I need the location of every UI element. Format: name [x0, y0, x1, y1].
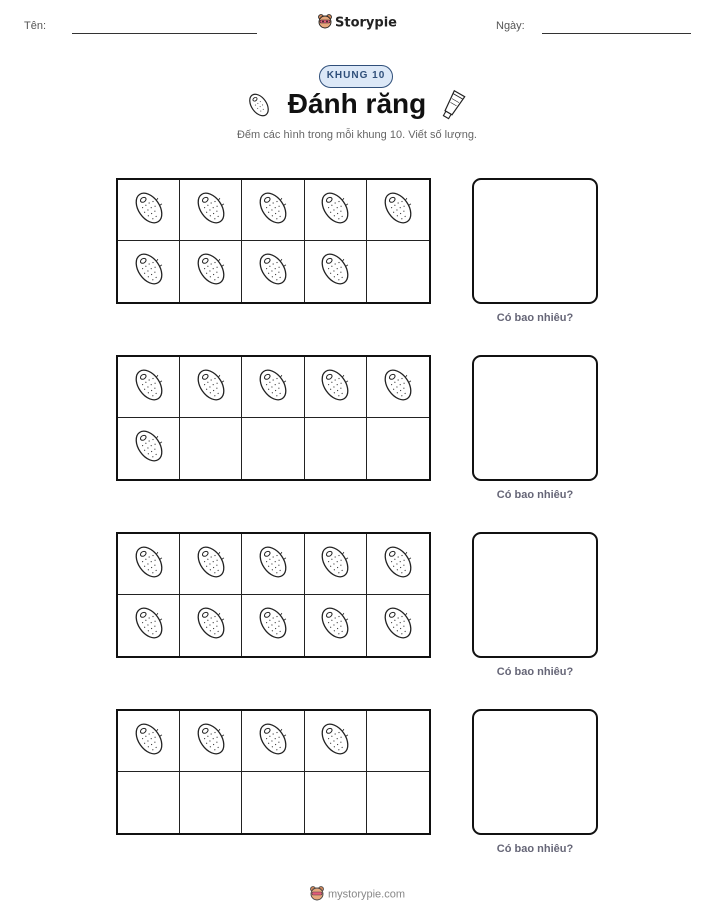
ten-frame-cell — [305, 772, 367, 833]
ten-frame-cell — [180, 357, 242, 418]
ten-frame-cell — [242, 357, 304, 418]
ten-frame-cell — [305, 711, 367, 772]
ten-frame-cell — [305, 418, 367, 479]
toothbrush-head-icon — [192, 540, 230, 589]
ten-frame — [116, 355, 431, 481]
toothbrush-head-icon — [192, 247, 230, 296]
name-label: Tên: — [24, 20, 47, 32]
toothbrush-head-icon — [316, 717, 354, 766]
toothbrush-head-icon — [254, 601, 292, 650]
date-line[interactable] — [542, 33, 691, 34]
toothbrush-head-icon — [192, 717, 230, 766]
instructions: Đếm các hình trong mỗi khung 10. Viết số lượng. — [236, 129, 477, 141]
toothbrush-head-icon — [192, 601, 230, 650]
ten-frame-cell — [305, 534, 367, 595]
ten-frame-cell — [180, 180, 242, 241]
ten-frame-cell — [367, 180, 429, 241]
toothbrush-head-icon — [316, 601, 354, 650]
ten-frame-cell — [118, 241, 180, 302]
answer-box[interactable] — [472, 178, 598, 304]
ten-frame-cell — [305, 595, 367, 656]
frame-type-badge: KHUNG 10 — [319, 65, 393, 88]
toothbrush-head-icon — [316, 247, 354, 296]
count-question: Có bao nhiêu? — [496, 489, 574, 501]
ten-frame-cell — [118, 711, 180, 772]
toothpaste-icon — [438, 88, 468, 127]
name-line[interactable] — [72, 33, 257, 34]
ten-frame-cell — [180, 595, 242, 656]
toothbrush-head-icon — [379, 186, 417, 235]
count-question: Có bao nhiêu? — [496, 666, 574, 678]
ten-frame-cell — [180, 711, 242, 772]
count-question: Có bao nhiêu? — [496, 843, 574, 855]
toothbrush-head-icon — [130, 717, 168, 766]
ten-frame-cell — [242, 418, 304, 479]
ten-frame-cell — [118, 534, 180, 595]
storypie-mascot-icon — [309, 885, 325, 904]
ten-frame-cell — [305, 180, 367, 241]
ten-frame-cell — [367, 241, 429, 302]
brand-logo — [0, 13, 714, 33]
toothbrush-head-icon — [192, 186, 230, 235]
ten-frame-cell — [242, 772, 304, 833]
ten-frame-cell — [367, 357, 429, 418]
toothbrush-head-icon — [192, 363, 230, 412]
toothbrush-head-icon — [254, 540, 292, 589]
ten-frame — [116, 532, 431, 658]
storypie-mascot-icon — [317, 13, 333, 33]
answer-box[interactable] — [472, 355, 598, 481]
toothbrush-head-icon — [254, 363, 292, 412]
ten-frame-cell — [305, 357, 367, 418]
toothbrush-head-icon — [254, 717, 292, 766]
ten-frame-cell — [118, 772, 180, 833]
count-question: Có bao nhiêu? — [496, 312, 574, 324]
brand-name: Storypie — [335, 15, 397, 31]
toothbrush-head-icon — [130, 363, 168, 412]
ten-frame-cell — [305, 241, 367, 302]
toothbrush-head-icon — [379, 363, 417, 412]
footer-url[interactable]: mystorypie.com — [327, 888, 406, 901]
ten-frame-cell — [367, 772, 429, 833]
toothbrush-head-icon — [130, 186, 168, 235]
toothbrush-head-icon — [379, 540, 417, 589]
ten-frame-cell — [118, 595, 180, 656]
ten-frame-cell — [118, 357, 180, 418]
ten-frame-cell — [242, 180, 304, 241]
toothbrush-head-icon — [316, 363, 354, 412]
toothbrush-head-icon — [130, 424, 168, 473]
ten-frame-cell — [118, 180, 180, 241]
ten-frame-cell — [180, 534, 242, 595]
toothbrush-head-icon — [316, 540, 354, 589]
toothbrush-head-icon — [254, 186, 292, 235]
answer-box[interactable] — [472, 709, 598, 835]
ten-frame-cell — [367, 534, 429, 595]
toothbrush-head-icon — [130, 601, 168, 650]
toothbrush-head-icon — [130, 540, 168, 589]
ten-frame-cell — [367, 595, 429, 656]
ten-frame-cell — [180, 772, 242, 833]
ten-frame-cell — [118, 418, 180, 479]
ten-frame-cell — [242, 595, 304, 656]
ten-frame-cell — [180, 241, 242, 302]
ten-frame-cell — [367, 418, 429, 479]
toothbrush-head-icon — [130, 247, 168, 296]
toothbrush-head-icon — [254, 247, 292, 296]
ten-frame-cell — [242, 534, 304, 595]
ten-frame-cell — [242, 241, 304, 302]
page-title: Đánh răng — [287, 88, 427, 119]
ten-frame — [116, 178, 431, 304]
toothbrush-head-icon — [379, 601, 417, 650]
date-label: Ngày: — [496, 20, 525, 32]
ten-frame-cell — [367, 711, 429, 772]
ten-frame — [116, 709, 431, 835]
answer-box[interactable] — [472, 532, 598, 658]
ten-frame-cell — [242, 711, 304, 772]
ten-frame-cell — [180, 418, 242, 479]
footer — [0, 885, 714, 904]
toothbrush-head-icon — [316, 186, 354, 235]
